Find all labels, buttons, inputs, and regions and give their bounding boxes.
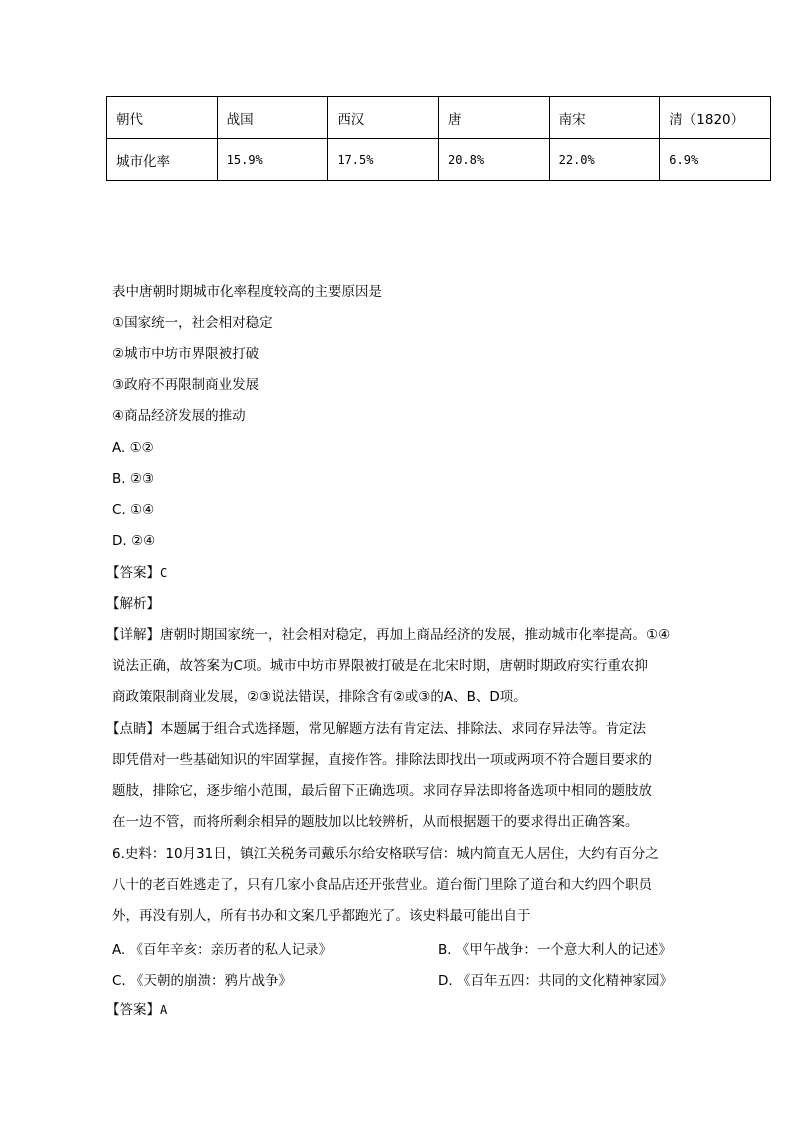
q6-option-b: B. 《甲午战争：一个意大利人的记述》 — [438, 942, 672, 958]
q6-stem-line: 6.史料：10月31日，镇江关税务司戴乐尔给安格联写信：城内简直无人居住，大约有百分之 — [112, 846, 659, 862]
table-cell: 唐 — [438, 97, 549, 139]
answer-value: C — [160, 566, 168, 580]
question-stem: 表中唐朝时期城市化率程度较高的主要原因是 — [112, 284, 382, 300]
analysis-tag: 【解析】 — [106, 596, 160, 612]
tip-paragraph-line: 【点睛】本题属于组合式选择题，常见解题方法有肯定法、排除法、求同存异法等。肯定法 — [106, 721, 646, 737]
urbanization-table — [106, 96, 771, 181]
option-c: C. ①④ — [112, 502, 155, 518]
table-header-row — [107, 97, 771, 139]
answer-line — [106, 563, 686, 583]
table-cell: 22.0% — [549, 139, 660, 181]
q6-answer-line — [106, 1000, 686, 1020]
detail-paragraph-line: 【详解】唐朝时期国家统一，社会相对稳定，再加上商品经济的发展，推动城市化率提高。①④ — [106, 627, 671, 643]
tip-paragraph-line: 即凭借对一些基础知识的牢固掌握，直接作答。排除法即找出一项或两项不符合题目要求的 — [112, 752, 652, 768]
table-cell: 15.9% — [217, 139, 328, 181]
tip-paragraph-line: 在一边不管，而将所剩余相异的题肢加以比较辨析，从而根据题干的要求得出正确答案。 — [112, 814, 639, 830]
table-cell: 6.9% — [660, 139, 771, 181]
table-cell: 南宋 — [549, 97, 660, 139]
q6-option-c: C. 《天朝的崩溃：鸦片战争》 — [112, 973, 293, 989]
tip-paragraph-line: 题肢，排除它，逐步缩小范围，最后留下正确选项。求同存异法即将备选项中相同的题肢放 — [112, 783, 652, 799]
q6-option-a: A. 《百年辛亥：亲历者的私人记录》 — [112, 942, 333, 958]
q6-stem-line: 外，再没有别人，所有书办和文案几乎都跑光了。该史料最可能出自于 — [112, 908, 531, 924]
option-b: B. ②③ — [112, 471, 155, 487]
q6-stem-line: 八十的老百姓逃走了，只有几家小食品店还开张营业。道台衙门里除了道台和大约四个职员 — [112, 877, 652, 893]
option-d: D. ②④ — [112, 533, 156, 549]
answer-tag: 【答案】 — [106, 565, 160, 581]
tip-tag: 【点睛】 — [106, 721, 160, 737]
answer-tag: 【答案】 — [106, 1002, 160, 1018]
detail-tag: 【详解】 — [106, 627, 160, 643]
detail-paragraph-line: 说法正确，故答案为C项。城市中坊市界限被打破是在北宋时期，唐朝时期政府实行重农抑 — [112, 658, 648, 674]
statement-item: ②城市中坊市界限被打破 — [112, 346, 260, 362]
answer-value: A — [160, 1003, 168, 1017]
table-cell: 城市化率 — [107, 139, 218, 181]
q6-option-d: D. 《百年五四：共同的文化精神家园》 — [438, 973, 673, 989]
table-cell: 朝代 — [107, 97, 218, 139]
table-cell: 西汉 — [328, 97, 439, 139]
statement-item: ①国家统一，社会相对稳定 — [112, 315, 273, 331]
table-cell: 清（1820） — [660, 97, 771, 139]
table-cell: 20.8% — [438, 139, 549, 181]
option-a: A. ①② — [112, 440, 154, 456]
statement-item: ④商品经济发展的推动 — [112, 408, 246, 424]
table-row — [107, 139, 771, 181]
table-cell: 17.5% — [328, 139, 439, 181]
detail-paragraph-line: 商政策限制商业发展，②③说法错误，排除含有②或③的A、B、D项。 — [112, 689, 527, 705]
table-cell: 战国 — [217, 97, 328, 139]
statement-item: ③政府不再限制商业发展 — [112, 377, 260, 393]
